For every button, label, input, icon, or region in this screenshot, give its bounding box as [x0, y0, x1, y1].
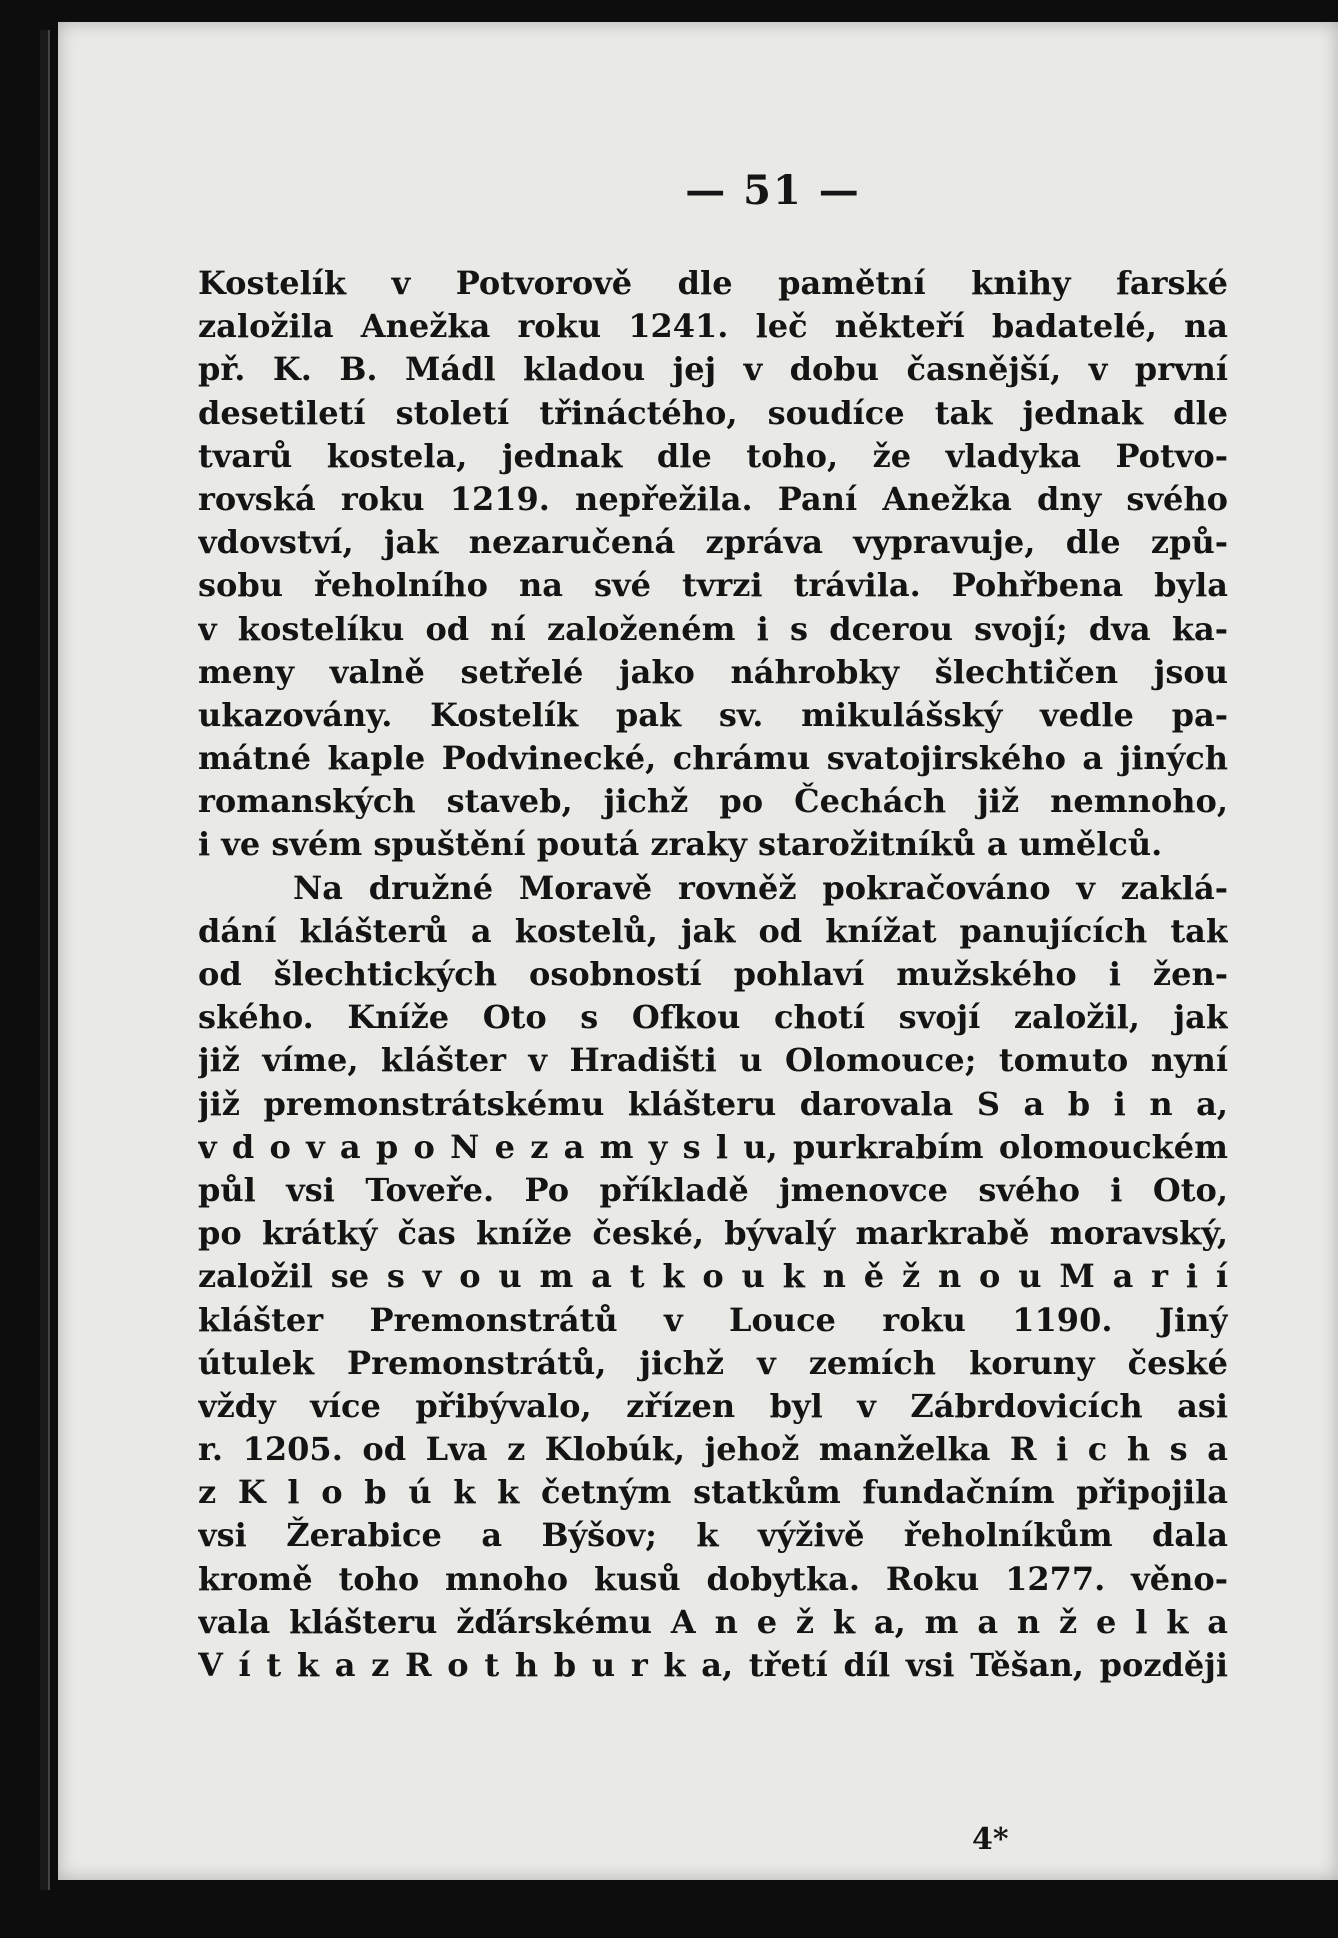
text-line: ského. Kníže Oto s Ofkou chotí svojí založil, jak [198, 998, 1228, 1037]
text-line: mátné kaple Podvinecké, chrámu svatojirského a jiných [198, 739, 1228, 778]
text-line: rovská roku 1219. nepřežila. Paní Anežka dny svého [198, 479, 1228, 518]
page-number: — 51 — [685, 167, 861, 214]
text-line: sobu řeholního na své tvrzi trávila. Pohřbena byla [198, 566, 1228, 605]
text-line: Na družné Moravě rovněž pokračováno v zaklá- [293, 868, 1228, 907]
text-line: romanských staveb, jichž po Čechách již nemnoho, [198, 782, 1228, 821]
text-line: Kostelík v Potvorově dle pamětní knihy farské [198, 264, 1228, 302]
text-line: od šlechtických osobností pohlaví mužského i žen- [198, 955, 1228, 993]
scanned-book-page [58, 22, 1338, 1880]
text-line: v d o v a p o N e z a m y s l u, purkrabím olomouckém [198, 1127, 1228, 1166]
text-line: i ve svém spuštění poutá zraky starožitníků a umělců. [198, 825, 1163, 864]
text-line: př. K. B. Mádl kladou jej v dobu časnější, v první [198, 350, 1228, 389]
text-line: vdovství, jak nezaručená zpráva vypravuje, dle způ- [198, 523, 1228, 562]
text-line: již víme, klášter v Hradišti u Olomouce; tomuto nyní [198, 1041, 1228, 1080]
text-line: vsi Žerabice a Býšov; k výživě řeholníkům dala [198, 1516, 1228, 1555]
text-line: kromě toho mnoho kusů dobytka. Roku 1277. věno- [198, 1559, 1228, 1598]
text-line: již premonstrátskému klášteru darovala S a b i n a, [198, 1084, 1228, 1123]
text-line: klášter Premonstrátů v Louce roku 1190. Jiný [198, 1300, 1228, 1339]
text-line: dání klášterů a kostelů, jak od knížat panujících tak [198, 911, 1228, 950]
text-line: v kostelíku od ní založeném i s dcerou svojí; dva ka- [198, 609, 1228, 648]
signature-mark: 4* [972, 1822, 1009, 1857]
text-line: založila Anežka roku 1241. leč někteří badatelé, na [198, 307, 1228, 346]
text-line: vala klášteru žďárskému A n e ž k a, m a n ž e l k a [198, 1602, 1228, 1641]
text-line: meny valně setřelé jako náhrobky šlechtičen jsou [198, 652, 1228, 691]
text-line: vždy více přibývalo, zřízen byl v Zábrdovicích asi [198, 1386, 1228, 1425]
text-line: ukazovány. Kostelík pak sv. mikulášský vedle pa- [198, 695, 1228, 734]
text-line: útulek Premonstrátů, jichž v zemích koruny české [198, 1343, 1228, 1382]
text-line: půl vsi Toveře. Po příkladě jmenovce svého i Oto, [198, 1170, 1228, 1209]
text-line: založil se s v o u m a t k o u k n ě ž n o u M a r i í [198, 1257, 1228, 1296]
text-line: desetiletí století třináctého, soudíce tak jednak dle [198, 393, 1228, 432]
book-binding-edge [40, 30, 50, 1890]
body-text [198, 262, 1228, 1687]
text-line: V í t k a z R o t h b u r k a, třetí díl vsi Těšan, později [198, 1646, 1228, 1684]
text-line: r. 1205. od Lva z Klobúk, jehož manželka R i c h s a [198, 1430, 1228, 1469]
text-line: po krátký čas kníže české, bývalý markrabě moravský, [198, 1214, 1228, 1253]
text-line: z K l o b ú k k četným statkům fundačním připojila [198, 1473, 1228, 1512]
text-line: tvarů kostela, jednak dle toho, že vladyka Potvo- [198, 436, 1228, 475]
